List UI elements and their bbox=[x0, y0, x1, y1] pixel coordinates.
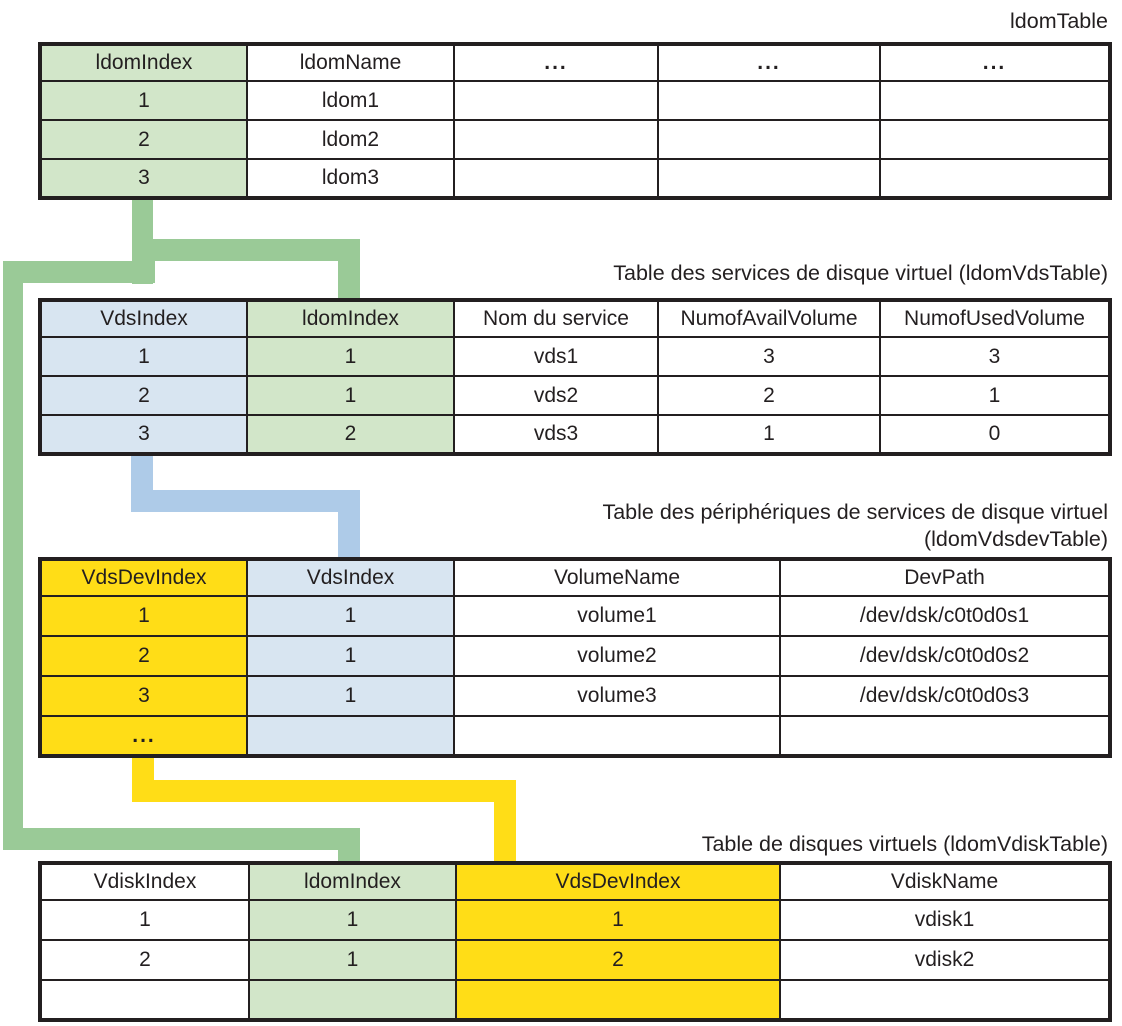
ldom-vdisk-table-cell-r2-c0 bbox=[40, 980, 249, 1020]
ldom-vdisk-table bbox=[38, 861, 1112, 1022]
ldom-vds-table-title: Table des services de disque virtuel (ldomVdsTable) bbox=[613, 261, 1108, 285]
connector-yellow-segment-1 bbox=[132, 780, 516, 802]
ldom-vds-table-header-4: NumofUsedVolume bbox=[880, 300, 1110, 337]
ldom-vdisk-table-cell-r1-c0: 2 bbox=[40, 940, 249, 980]
ldom-table-row-1 bbox=[40, 120, 1110, 159]
ldom-table-cell-r1-c4 bbox=[880, 120, 1110, 159]
connector-blue-segment-2 bbox=[338, 490, 360, 559]
ldom-vds-table-cell-r0-c0: 1 bbox=[40, 337, 247, 376]
ldom-vds-table-cell-r2-c4: 0 bbox=[880, 415, 1110, 454]
ldom-vdsdev-table-header-3: DevPath bbox=[780, 559, 1110, 596]
ldom-vdsdev-table-cell-r1-c2: volume2 bbox=[454, 636, 780, 676]
ldom-table-cell-r2-c0: 3 bbox=[40, 159, 247, 198]
ldom-vdsdev-table bbox=[38, 557, 1112, 758]
ldom-table-cell-r0-c3 bbox=[658, 81, 880, 120]
ldom-table-header-3: ... bbox=[658, 44, 880, 81]
ldom-vdsdev-table-cell-r1-c3: /dev/dsk/c0t0d0s2 bbox=[780, 636, 1110, 676]
ldom-table-header-4: ... bbox=[880, 44, 1110, 81]
ldom-vds-table-cell-r2-c3: 1 bbox=[658, 415, 880, 454]
ldom-vdsdev-table-cell-r2-c0: 3 bbox=[40, 676, 247, 716]
ldom-vdisk-table-cell-r0-c2: 1 bbox=[456, 900, 780, 940]
ldom-vds-table-cell-r0-c4: 3 bbox=[880, 337, 1110, 376]
ldom-vds-table-header-3: NumofAvailVolume bbox=[658, 300, 880, 337]
ldom-vds-table-header-1: ldomIndex bbox=[247, 300, 454, 337]
ldom-table-cell-r1-c2 bbox=[454, 120, 658, 159]
ldom-vdsdev-table-cell-r3-c3 bbox=[780, 716, 1110, 756]
connector-yellow-segment-2 bbox=[494, 780, 516, 863]
ldom-vdsdev-table-cell-r1-c1: 1 bbox=[247, 636, 454, 676]
connector-green-segment-2 bbox=[338, 239, 360, 304]
ldom-vds-table-cell-r0-c2: vds1 bbox=[454, 337, 658, 376]
ldom-vdsdev-table-title bbox=[602, 499, 1108, 553]
connector-blue-segment-1 bbox=[131, 490, 360, 512]
connector-green-segment-6 bbox=[338, 828, 360, 863]
ldom-vdisk-table-cell-r0-c1: 1 bbox=[249, 900, 456, 940]
ldom-table-cell-r2-c3 bbox=[658, 159, 880, 198]
ldom-vdsdev-table-header-2: VolumeName bbox=[454, 559, 780, 596]
ldom-vdisk-table-cell-r1-c3: vdisk2 bbox=[780, 940, 1110, 980]
ldom-table-cell-r0-c2 bbox=[454, 81, 658, 120]
ldom-vdsdev-table-title-line1: Table des périphériques de services de disque virtuel bbox=[602, 500, 1108, 524]
ldom-vdsdev-table-cell-r3-c1 bbox=[247, 716, 454, 756]
ldom-vdsdev-table-title-line2: (ldomVdsdevTable) bbox=[923, 527, 1108, 551]
ldom-vdsdev-table-row-2 bbox=[40, 676, 1110, 716]
ldom-vdsdev-table-cell-r0-c3: /dev/dsk/c0t0d0s1 bbox=[780, 596, 1110, 636]
ldom-table-cell-r2-c2 bbox=[454, 159, 658, 198]
ldom-vdsdev-table-header-1: VdsIndex bbox=[247, 559, 454, 596]
ldom-vdsdev-table-header-0: VdsDevIndex bbox=[40, 559, 247, 596]
ldom-vdsdev-table-row-3 bbox=[40, 716, 1110, 756]
ldom-vdisk-table-header-1: ldomIndex bbox=[249, 863, 456, 900]
ldom-table-row-0 bbox=[40, 81, 1110, 120]
ldom-vdisk-table-cell-r2-c1 bbox=[249, 980, 456, 1020]
connector-green-segment-1 bbox=[132, 239, 360, 261]
ldom-table-cell-r1-c1: ldom2 bbox=[247, 120, 454, 159]
ldom-table-cell-r0-c0: 1 bbox=[40, 81, 247, 120]
ldom-vds-table-cell-r2-c0: 3 bbox=[40, 415, 247, 454]
ldom-vdsdev-table-cell-r0-c2: volume1 bbox=[454, 596, 780, 636]
ldom-vdisk-table-cell-r0-c0: 1 bbox=[40, 900, 249, 940]
ldom-vdisk-table-cell-r2-c3 bbox=[780, 980, 1110, 1020]
ldom-table-header-1: ldomName bbox=[247, 44, 454, 81]
ldom-vds-table bbox=[38, 298, 1112, 456]
ldom-vds-table-cell-r2-c2: vds3 bbox=[454, 415, 658, 454]
ldom-vds-table-cell-r0-c1: 1 bbox=[247, 337, 454, 376]
ldom-table-cell-r2-c1: ldom3 bbox=[247, 159, 454, 198]
ldom-vds-table-row-0 bbox=[40, 337, 1110, 376]
ldom-table-cell-r1-c3 bbox=[658, 120, 880, 159]
ldom-vdisk-table-cell-r1-c2: 2 bbox=[456, 940, 780, 980]
ldom-table-cell-r0-c4 bbox=[880, 81, 1110, 120]
ldom-vdisk-table-row-2 bbox=[40, 980, 1110, 1020]
ldom-vdisk-table-row-0 bbox=[40, 900, 1110, 940]
ldom-vdisk-table-row-1 bbox=[40, 940, 1110, 980]
ldom-table-cell-r2-c4 bbox=[880, 159, 1110, 198]
ldom-vdsdev-table-cell-r0-c0: 1 bbox=[40, 596, 247, 636]
ldom-table-cell-r1-c0: 2 bbox=[40, 120, 247, 159]
ldom-vds-table-cell-r1-c4: 1 bbox=[880, 376, 1110, 415]
ldom-vds-table-row-1 bbox=[40, 376, 1110, 415]
ldom-vdsdev-table-row-1 bbox=[40, 636, 1110, 676]
ldom-vds-table-header-2: Nom du service bbox=[454, 300, 658, 337]
ldom-table-header-0: ldomIndex bbox=[40, 44, 247, 81]
ldom-vds-table-cell-r1-c1: 1 bbox=[247, 376, 454, 415]
connector-green-segment-4 bbox=[3, 261, 23, 850]
ldom-vds-table-cell-r2-c1: 2 bbox=[247, 415, 454, 454]
ldom-vdisk-table-cell-r2-c2 bbox=[456, 980, 780, 1020]
ldom-vds-table-row-2 bbox=[40, 415, 1110, 454]
ldom-table-row-2 bbox=[40, 159, 1110, 198]
ldom-vdsdev-table-cell-r3-c0: ... bbox=[40, 716, 247, 756]
ldom-vdisk-table-header-2: VdsDevIndex bbox=[456, 863, 780, 900]
ldom-vdsdev-table-cell-r2-c2: volume3 bbox=[454, 676, 780, 716]
ldom-table-cell-r0-c1: ldom1 bbox=[247, 81, 454, 120]
ldom-vdisk-table-cell-r0-c3: vdisk1 bbox=[780, 900, 1110, 940]
ldom-vdsdev-table-cell-r0-c1: 1 bbox=[247, 596, 454, 636]
ldom-vdisk-table-header-3: VdiskName bbox=[780, 863, 1110, 900]
ldom-vdsdev-table-row-0 bbox=[40, 596, 1110, 636]
ldom-vds-table-cell-r1-c2: vds2 bbox=[454, 376, 658, 415]
ldom-vds-table-cell-r0-c3: 3 bbox=[658, 337, 880, 376]
connector-green-segment-3 bbox=[3, 261, 155, 283]
ldom-vdisk-table-cell-r1-c1: 1 bbox=[249, 940, 456, 980]
ldom-table-title: ldomTable bbox=[1010, 9, 1108, 33]
ldom-vdsdev-table-cell-r3-c2 bbox=[454, 716, 780, 756]
ldom-vdisk-table-header-0: VdiskIndex bbox=[40, 863, 249, 900]
ldom-table bbox=[38, 42, 1112, 200]
ldom-vdsdev-table-cell-r2-c1: 1 bbox=[247, 676, 454, 716]
ldom-vdisk-table-title: Table de disques virtuels (ldomVdiskTable) bbox=[701, 832, 1108, 856]
ldom-vdsdev-table-cell-r2-c3: /dev/dsk/c0t0d0s3 bbox=[780, 676, 1110, 716]
ldom-table-header-2: ... bbox=[454, 44, 658, 81]
ldom-vds-table-header-0: VdsIndex bbox=[40, 300, 247, 337]
ldom-vds-table-cell-r1-c3: 2 bbox=[658, 376, 880, 415]
ldom-vdsdev-table-cell-r1-c0: 2 bbox=[40, 636, 247, 676]
connector-green-segment-5 bbox=[3, 828, 360, 850]
ldom-vds-table-cell-r1-c0: 2 bbox=[40, 376, 247, 415]
